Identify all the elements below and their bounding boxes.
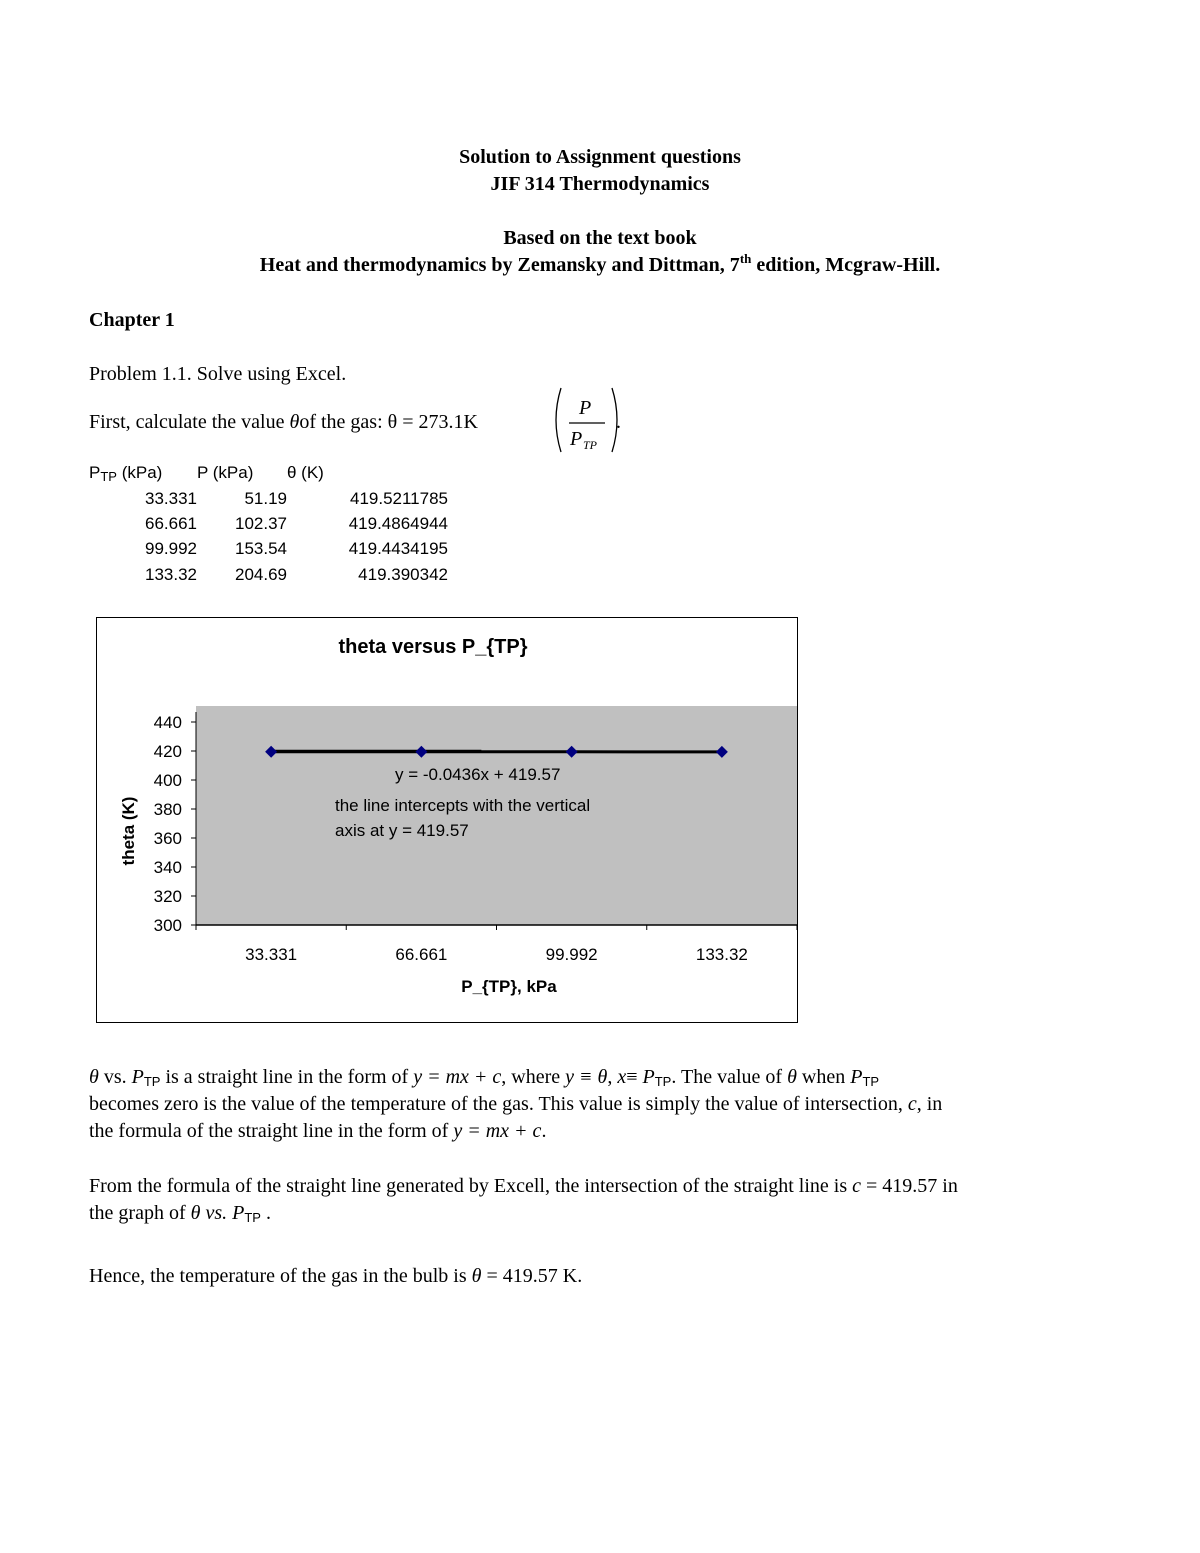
table-cell: 419.5211785 <box>349 489 448 508</box>
table-cell: 133.32 <box>145 565 197 584</box>
paragraph-2-line-1: From the formula of the straight line generated by Excell, the intersection of the straight line is c = 419.57 in <box>89 1175 958 1197</box>
fraction-denominator-sub: TP <box>583 438 598 452</box>
intercept-note-line2: axis at y = 419.57 <box>335 821 469 840</box>
y-axis <box>154 712 196 935</box>
table-cell: 153.54 <box>235 539 287 558</box>
trendline-equation: y = -0.0436x + 419.57 <box>395 765 561 784</box>
table-cell: 66.661 <box>145 514 197 533</box>
table-cell: 102.37 <box>235 514 287 533</box>
y-tick-label: 300 <box>153 916 182 935</box>
fraction-denominator: P <box>570 428 583 450</box>
table-cell: 419.4864944 <box>348 514 448 533</box>
table-cell: 51.19 <box>244 489 287 508</box>
chart-title: theta versus P_{TP} <box>338 636 528 658</box>
fraction-numerator: P <box>579 397 592 419</box>
x-tick-label: 33.331 <box>245 945 298 964</box>
plot-area <box>196 706 797 925</box>
x-tick-label: 133.32 <box>695 945 748 964</box>
y-tick-label: 420 <box>153 742 182 761</box>
table-header-ptp: $P_{TP}$ (kPa) <box>89 463 163 484</box>
x-axis-label: P_{TP}, kPa <box>461 977 557 996</box>
document-title: Solution to Assignment questions <box>459 146 741 168</box>
x-tick-label: 66.661 <box>395 945 448 964</box>
theta-chart <box>97 618 797 1022</box>
table-cell: 419.4434195 <box>348 539 448 558</box>
formula-end: . <box>616 411 621 433</box>
problem-statement: Problem 1.1. Solve using Excel. <box>89 363 347 385</box>
table-cell: 99.992 <box>145 539 197 558</box>
table-header-theta: θ (K) <box>287 463 324 482</box>
paragraph-1-line-1: θ vs. $P_{TP}$ is a straight line in the form of y = mx + c, where y ≡ θ, $x\equiv P_{TP}$. The value of θ when $P_{TP}$ <box>89 1066 880 1089</box>
based-on-line: Based on the text book <box>503 227 697 249</box>
conclusion: Hence, the temperature of the gas in the bulb is θ = 419.57 K. <box>89 1265 583 1287</box>
table-cell: 419.390342 <box>358 565 448 584</box>
x-tick-label: 99.992 <box>545 945 598 964</box>
y-tick-label: 320 <box>153 887 182 906</box>
table-cell: 33.331 <box>145 489 197 508</box>
chart-frame <box>96 617 798 1023</box>
y-axis-label: theta (K) <box>119 796 138 866</box>
intercept-note-line1: the line intercepts with the vertical <box>335 796 591 815</box>
y-tick-label: 360 <box>153 829 182 848</box>
table-header-p: P (kPa) <box>197 463 254 482</box>
course-title: JIF 314 Thermodynamics <box>490 173 710 195</box>
formula-line: First, calculate the value θof the gas: θ = 273.1K <box>89 411 478 433</box>
table-cell: 204.69 <box>235 565 287 584</box>
y-tick-label: 440 <box>153 713 182 732</box>
paragraph-1-line-2: becomes zero is the value of the temperature of the gas. This value is simply the value of intersection, c, in <box>89 1093 943 1115</box>
textbook-line: Heat and thermodynamics by Zemansky and Dittman, 7th edition, Mcgraw-Hill. <box>259 251 941 276</box>
y-tick-label: 340 <box>153 858 182 877</box>
chapter-heading: Chapter 1 <box>89 309 175 331</box>
y-tick-label: 380 <box>153 800 182 819</box>
paragraph-1-line-3: the formula of the straight line in the form of y = mx + c. <box>89 1120 547 1142</box>
y-tick-label: 400 <box>153 771 182 790</box>
x-axis <box>196 925 797 964</box>
paragraph-2-line-2: the graph of θ vs. $P_{TP}$ . <box>89 1202 271 1225</box>
